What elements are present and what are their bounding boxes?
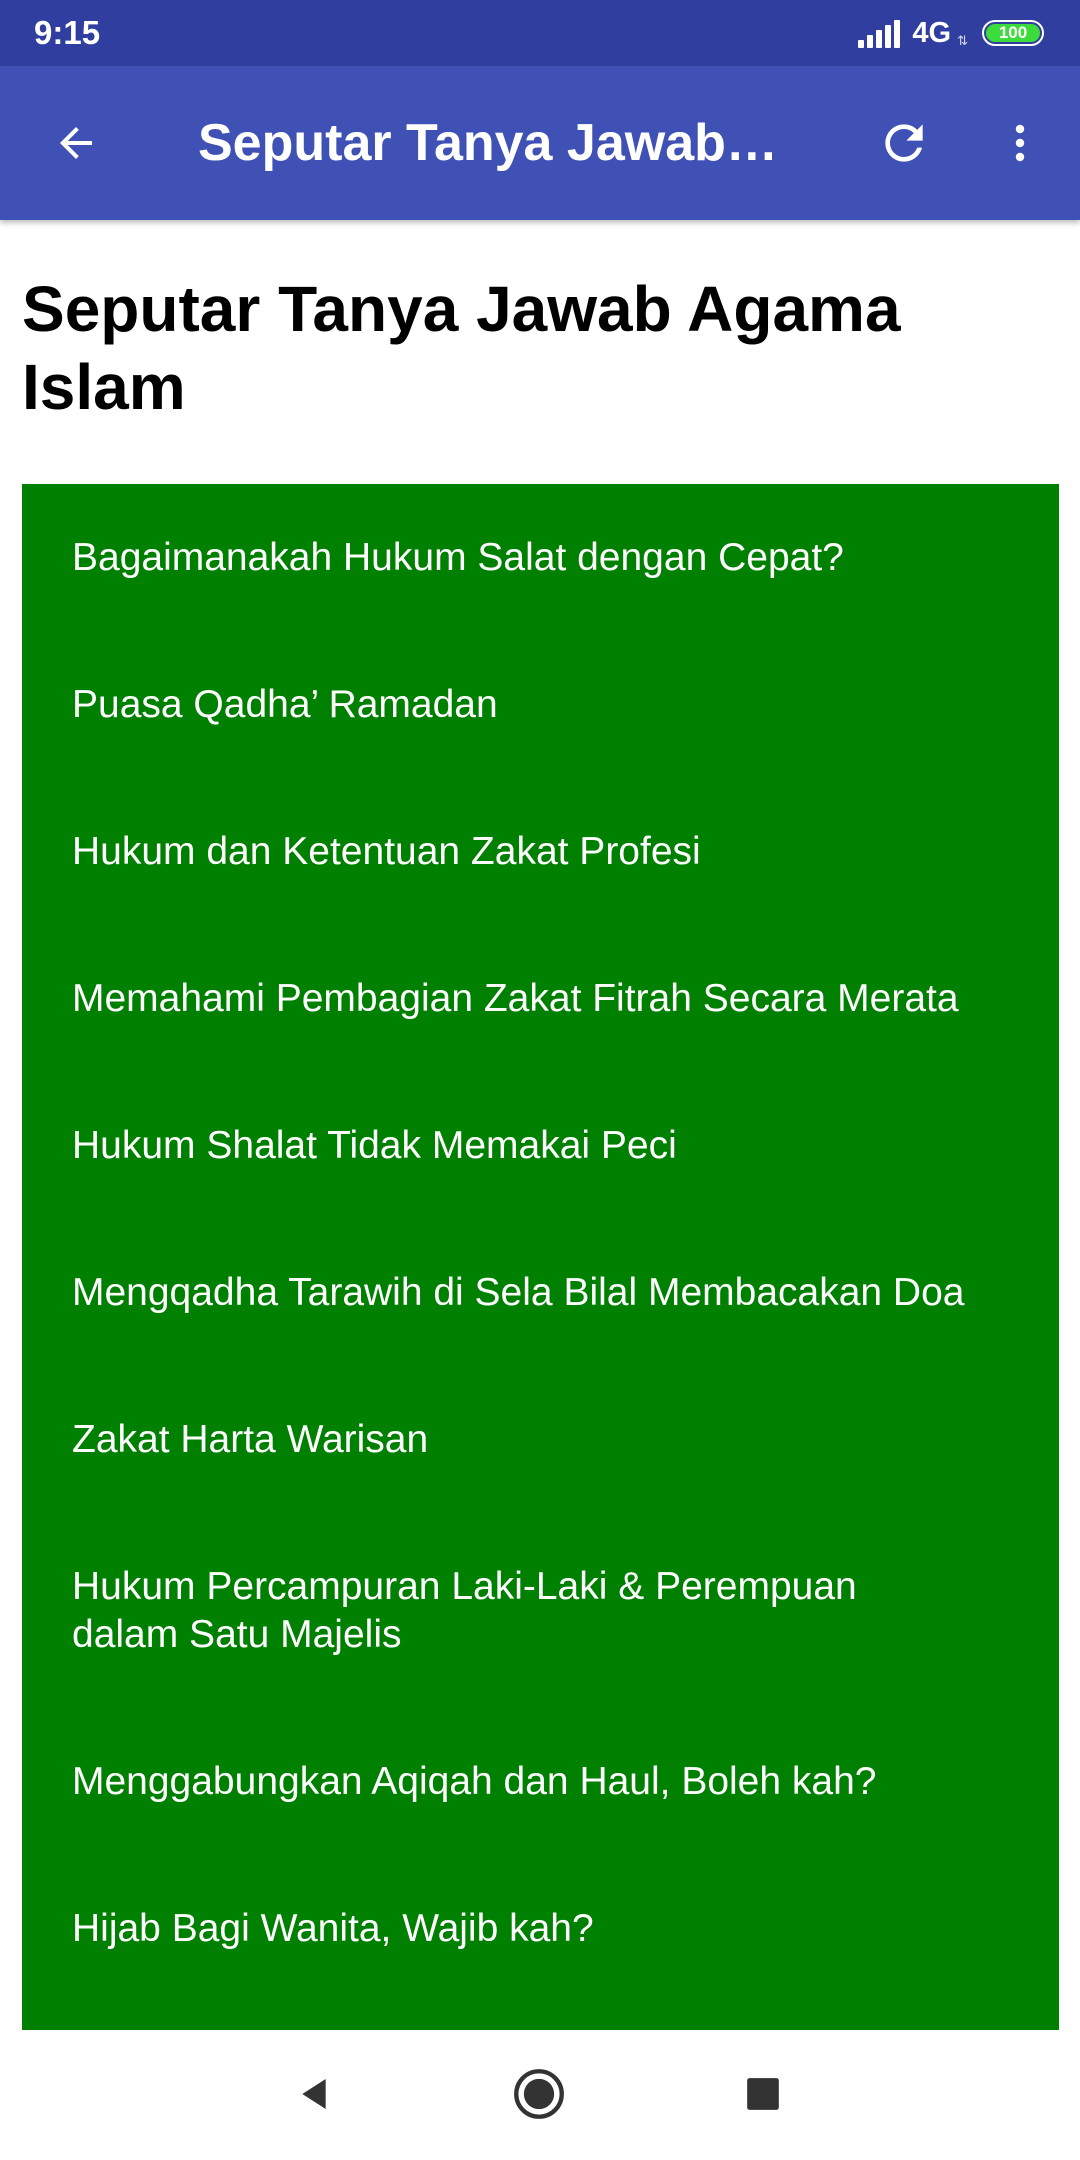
topic-item[interactable]: Menggabungkan Aqiqah dan Haul, Boleh kah? — [72, 1760, 877, 1803]
battery-level: 100 — [986, 24, 1040, 42]
more-options-button[interactable] — [984, 107, 1056, 179]
topic-item[interactable]: Hukum Shalat Tidak Memakai Peci — [72, 1124, 677, 1167]
status-time: 9:15 — [34, 14, 101, 51]
page-heading: Seputar Tanya Jawab Agama Islam — [22, 273, 901, 423]
app-bar — [0, 66, 1080, 220]
topic-item[interactable]: Puasa Qadha’ Ramadan — [72, 683, 498, 726]
topic-list — [22, 484, 1059, 2030]
system-navigation-bar — [0, 2030, 1080, 2160]
network-type-label: 4G — [912, 17, 952, 49]
arrow-back-icon — [52, 119, 100, 167]
refresh-button[interactable] — [868, 107, 940, 179]
signal-strength-icon — [858, 18, 902, 48]
topic-item[interactable]: Hukum Percampuran Laki-Laki & Perempuan dalam Satu Majelis — [72, 1565, 857, 1656]
more-vert-icon — [996, 119, 1044, 167]
triangle-back-icon — [294, 2074, 334, 2114]
topic-item[interactable]: Mengqadha Tarawih di Sela Bilal Membacakan Doa — [72, 1271, 965, 1314]
circle-home-icon — [513, 2068, 565, 2120]
nav-home-button[interactable] — [511, 2066, 567, 2122]
status-indicators — [858, 14, 1044, 52]
topic-item[interactable]: Bagaimanakah Hukum Salat dengan Cepat? — [72, 536, 844, 579]
back-button[interactable] — [40, 107, 112, 179]
app-bar-title: Seputar Tanya Jawab… — [198, 114, 778, 172]
battery-icon — [982, 20, 1044, 46]
square-recents-icon — [744, 2075, 782, 2113]
nav-recents-button[interactable] — [735, 2066, 791, 2122]
topic-item[interactable]: Memahami Pembagian Zakat Fitrah Secara Merata — [72, 977, 959, 1020]
data-activity-icon: ⇅ — [957, 33, 968, 48]
status-bar — [0, 0, 1080, 66]
refresh-icon — [876, 115, 932, 171]
topic-item[interactable]: Hukum dan Ketentuan Zakat Profesi — [72, 830, 701, 873]
topic-item[interactable]: Zakat Harta Warisan — [72, 1418, 429, 1461]
topic-item[interactable]: Hijab Bagi Wanita, Wajib kah? — [72, 1907, 594, 1950]
nav-back-button[interactable] — [286, 2066, 342, 2122]
